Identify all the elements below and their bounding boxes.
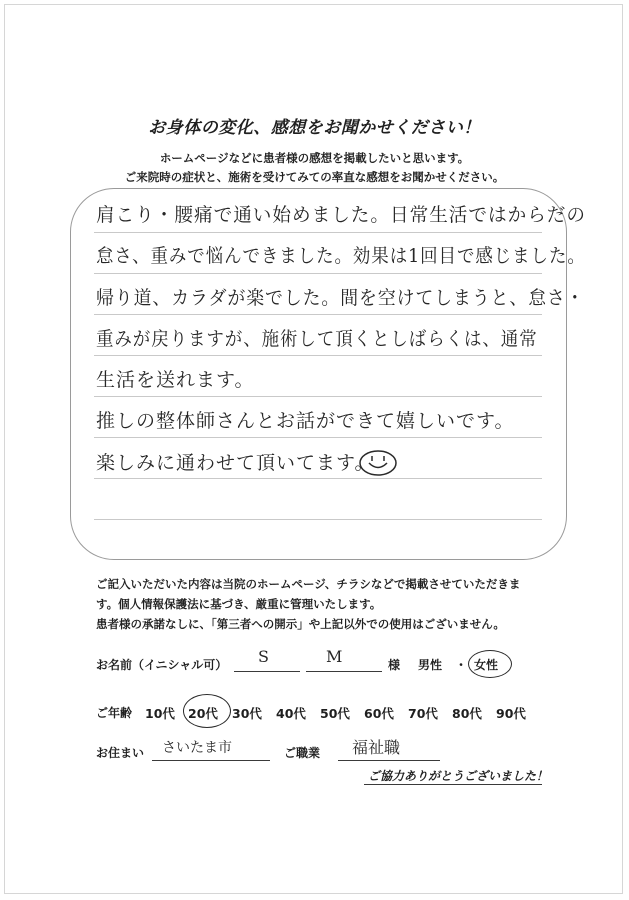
age-option[interactable]: 90代 xyxy=(496,706,526,721)
age-option[interactable]: 70代 xyxy=(408,706,438,721)
ruled-line xyxy=(94,437,542,438)
intro-line-1: ホームページなどに患者様の感想を掲載したいと思います。 xyxy=(159,151,470,165)
initial-last-underline xyxy=(306,671,382,672)
age-option[interactable]: 40代 xyxy=(276,706,306,721)
comment-line-2: 怠さ、重みで悩んできました。効果は1回目で感じました。 xyxy=(96,245,586,267)
gender-male[interactable]: 男性 xyxy=(418,658,443,672)
age-option[interactable]: 10代 xyxy=(145,706,175,721)
address-underline xyxy=(152,760,270,761)
gender-female[interactable]: 女性 xyxy=(474,658,499,672)
notice-line-2: す。個人情報保護法に基づき、厳重に管理いたします。 xyxy=(96,597,382,611)
ruled-line xyxy=(94,314,542,315)
smiley-doodle-icon xyxy=(358,448,398,478)
comment-line-1: 肩こり・腰痛で通い始めました。日常生活ではからだの xyxy=(96,204,587,226)
ruled-line xyxy=(94,232,542,233)
ruled-line xyxy=(94,355,542,356)
gender-selection-circle xyxy=(468,650,512,678)
address-value[interactable]: さいたま市 xyxy=(162,740,232,756)
ruled-line xyxy=(94,396,542,397)
honorific: 様 xyxy=(388,658,401,672)
initial-first-underline xyxy=(234,671,300,672)
age-selection-circle xyxy=(183,694,231,728)
ruled-line xyxy=(94,273,542,274)
thanks-underline xyxy=(364,784,542,785)
initial-first[interactable]: S xyxy=(258,647,269,666)
notice-line-3: 患者様の承諾なしに、「第三者への開示」や上記以外での使用はございません。 xyxy=(96,617,505,631)
age-option[interactable]: 50代 xyxy=(320,706,350,721)
address-label: お住まい xyxy=(96,746,145,760)
comment-line-7: 楽しみに通わせて頂いてます。 xyxy=(96,452,375,474)
job-underline xyxy=(338,760,440,761)
initial-last[interactable]: M xyxy=(326,647,343,666)
gender-separator: ・ xyxy=(455,658,468,672)
notice-line-1: ご記入いただいた内容は当院のホームページ、チラシなどで掲載させていただきま xyxy=(96,577,521,591)
job-value[interactable]: 福祉職 xyxy=(352,738,401,757)
ruled-line xyxy=(94,478,542,479)
comment-line-3: 帰り道、カラダが楽でした。間を空けてしまうと、怠さ・ xyxy=(96,287,585,309)
page-title: お身体の変化、感想をお聞かせください！ xyxy=(148,118,481,138)
age-option[interactable]: 20代 xyxy=(188,706,218,721)
name-label: お名前（イニシャル可） xyxy=(96,658,228,672)
age-label: ご年齢 xyxy=(96,706,133,720)
thanks-message: ご協力ありがとうございました！ xyxy=(368,769,549,783)
job-label: ご職業 xyxy=(284,746,321,760)
ruled-line xyxy=(94,519,542,520)
comment-line-4: 重みが戻りますが、施術して頂くとしばらくは、通常 xyxy=(96,328,538,350)
age-option[interactable]: 60代 xyxy=(364,706,394,721)
comment-line-6: 推しの整体師さんとお話ができて嬉しいです。 xyxy=(96,410,515,432)
age-option[interactable]: 30代 xyxy=(232,706,262,721)
intro-line-2: ご来院時の症状と、施術を受けてみての率直な感想をお聞かせください。 xyxy=(124,170,505,184)
comment-line-5: 生活を送れます。 xyxy=(96,369,255,391)
age-option[interactable]: 80代 xyxy=(452,706,482,721)
